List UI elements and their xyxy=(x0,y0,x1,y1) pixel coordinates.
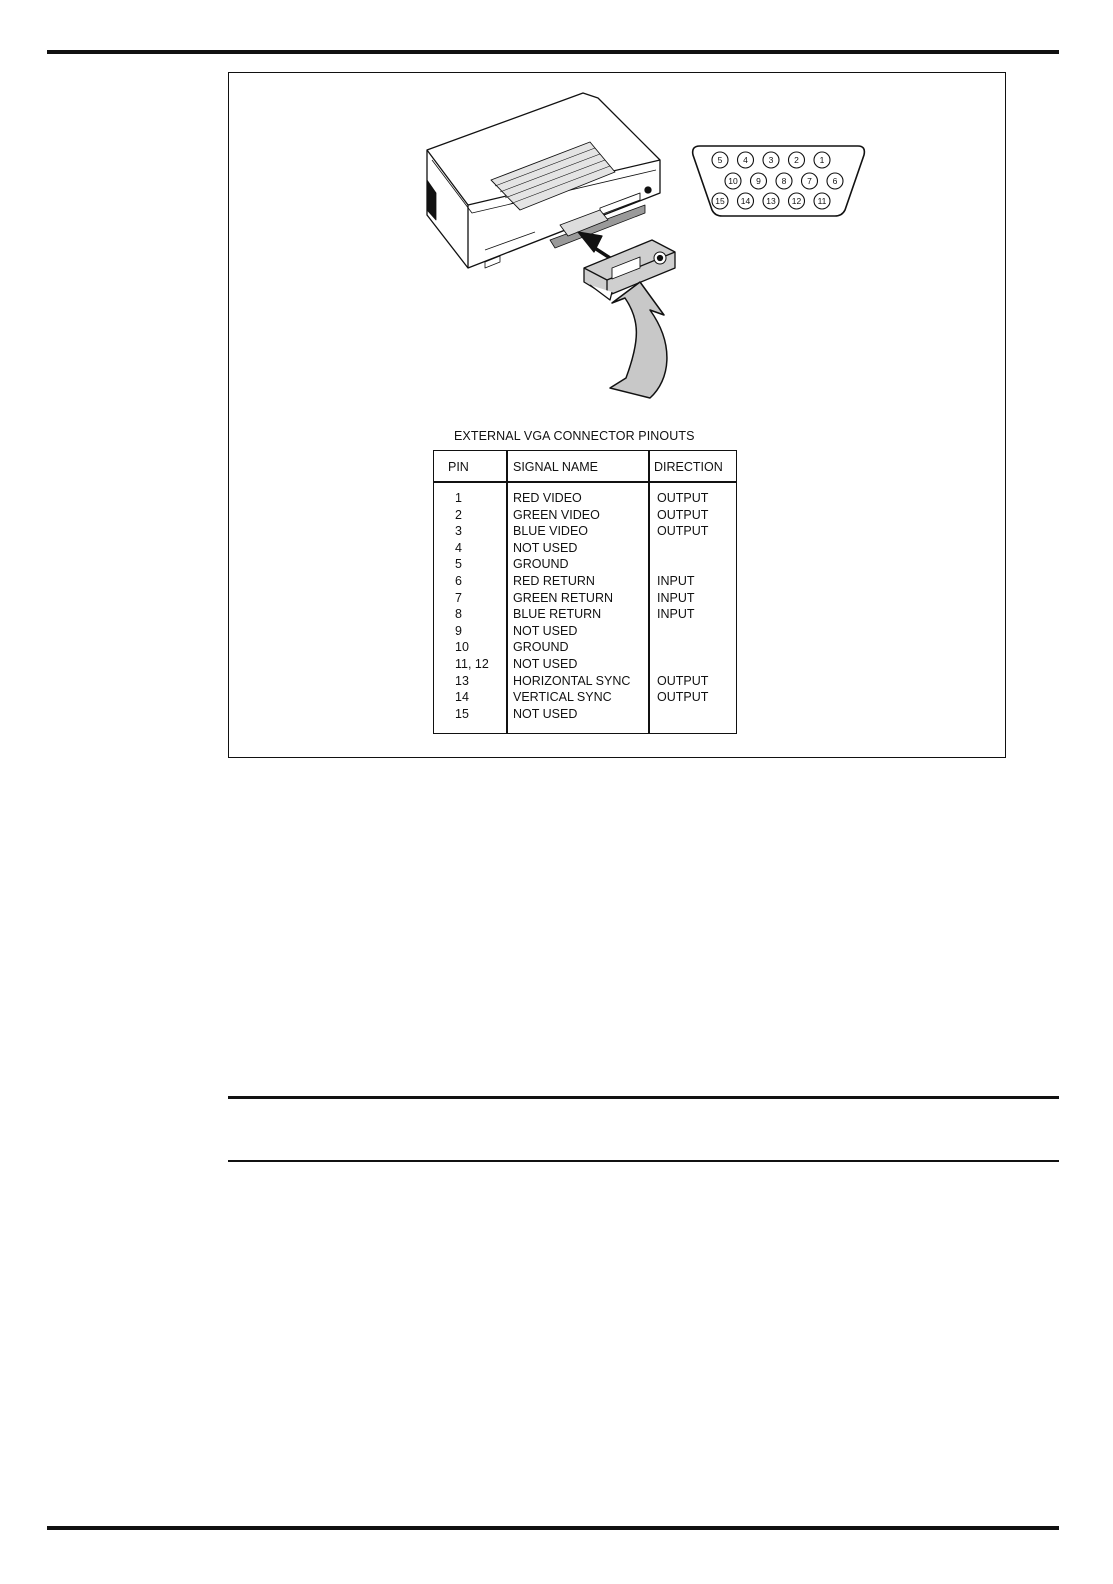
table-row xyxy=(434,541,736,558)
signal-cell: HORIZONTAL SYNC xyxy=(513,673,631,688)
direction-cell: INPUT xyxy=(657,607,695,622)
connector-pin-label: 12 xyxy=(791,196,802,206)
connector-pin-label: 2 xyxy=(794,155,799,165)
signal-cell: GREEN VIDEO xyxy=(513,507,600,522)
signal-cell: VERTICAL SYNC xyxy=(513,690,612,705)
header-pin: PIN xyxy=(448,460,469,474)
table-row xyxy=(434,557,736,574)
signal-cell: NOT USED xyxy=(513,657,578,671)
connector-pin-label: 11 xyxy=(817,196,827,206)
table-row xyxy=(434,640,736,657)
pinout-table xyxy=(433,450,737,734)
connector-pin-label: 1 xyxy=(819,155,825,165)
signal-cell: RED RETURN xyxy=(513,574,595,588)
direction-cell: INPUT xyxy=(657,574,695,588)
pin-cell: 15 xyxy=(455,706,469,721)
connector-pin-label: 13 xyxy=(766,196,776,206)
curved-arrow-icon xyxy=(610,282,667,398)
connector-pin-label: 4 xyxy=(743,155,748,165)
table-row xyxy=(434,624,736,641)
direction-cell: OUTPUT xyxy=(657,491,709,505)
insert-arrow-icon xyxy=(578,232,610,258)
pin-cell: 3 xyxy=(455,524,462,539)
connector-pin-label: 10 xyxy=(728,176,738,186)
table-row xyxy=(434,491,736,508)
header-direction: DIRECTION xyxy=(654,460,723,474)
direction-cell: OUTPUT xyxy=(657,507,709,522)
signal-cell: RED VIDEO xyxy=(513,491,582,505)
signal-cell: GREEN RETURN xyxy=(513,590,614,605)
pin-cell: 7 xyxy=(455,590,462,605)
table-row xyxy=(434,657,736,674)
table-row xyxy=(434,524,736,541)
footer-rule xyxy=(47,1526,1059,1530)
connector-pin-label: 15 xyxy=(715,196,725,206)
connector-pin-label: 7 xyxy=(807,176,812,186)
table-row xyxy=(434,707,736,724)
table-row xyxy=(434,508,736,525)
table-row xyxy=(434,674,736,691)
pin-cell: 9 xyxy=(455,623,462,638)
table-row xyxy=(434,690,736,707)
pin-cell: 5 xyxy=(455,557,462,572)
pin-cell: 14 xyxy=(455,690,469,705)
signal-cell: BLUE VIDEO xyxy=(513,524,589,539)
signal-cell: NOT USED xyxy=(513,540,578,555)
signal-cell: BLUE RETURN xyxy=(513,607,602,622)
connector-pin-label: 14 xyxy=(740,196,751,206)
section-rule-top xyxy=(228,1096,1059,1099)
pin-cell: 10 xyxy=(455,640,469,655)
connector-pin-label: 9 xyxy=(756,176,761,186)
table-row xyxy=(434,607,736,624)
signal-cell: GROUND xyxy=(513,640,569,655)
signal-cell: NOT USED xyxy=(513,623,578,638)
pin-cell: 11, 12 xyxy=(455,657,489,671)
header-divider xyxy=(434,481,736,483)
pin-cell: 6 xyxy=(455,574,462,588)
connector-pin-label: 3 xyxy=(768,155,774,165)
signal-cell: NOT USED xyxy=(513,706,578,721)
table-title: EXTERNAL VGA CONNECTOR PINOUTS xyxy=(454,429,695,443)
signal-cell: GROUND xyxy=(513,557,569,572)
pin-cell: 2 xyxy=(455,507,462,522)
direction-cell: OUTPUT xyxy=(657,690,709,705)
pin-cell: 1 xyxy=(455,491,462,505)
connector-pin-label: 8 xyxy=(781,176,787,186)
header-signal-name: SIGNAL NAME xyxy=(513,460,598,474)
pin-cell: 4 xyxy=(455,540,462,555)
table-row xyxy=(434,591,736,608)
direction-cell: INPUT xyxy=(657,590,695,605)
laptop-icon xyxy=(427,93,660,268)
connector-pin-label: 5 xyxy=(717,155,723,165)
section-rule-bottom xyxy=(228,1160,1059,1162)
connector-pin-label: 6 xyxy=(832,176,838,186)
table-row xyxy=(434,574,736,591)
direction-cell: OUTPUT xyxy=(657,524,709,539)
pin-cell: 8 xyxy=(455,607,462,622)
direction-cell: OUTPUT xyxy=(657,673,709,688)
pin-cell: 13 xyxy=(455,673,469,688)
